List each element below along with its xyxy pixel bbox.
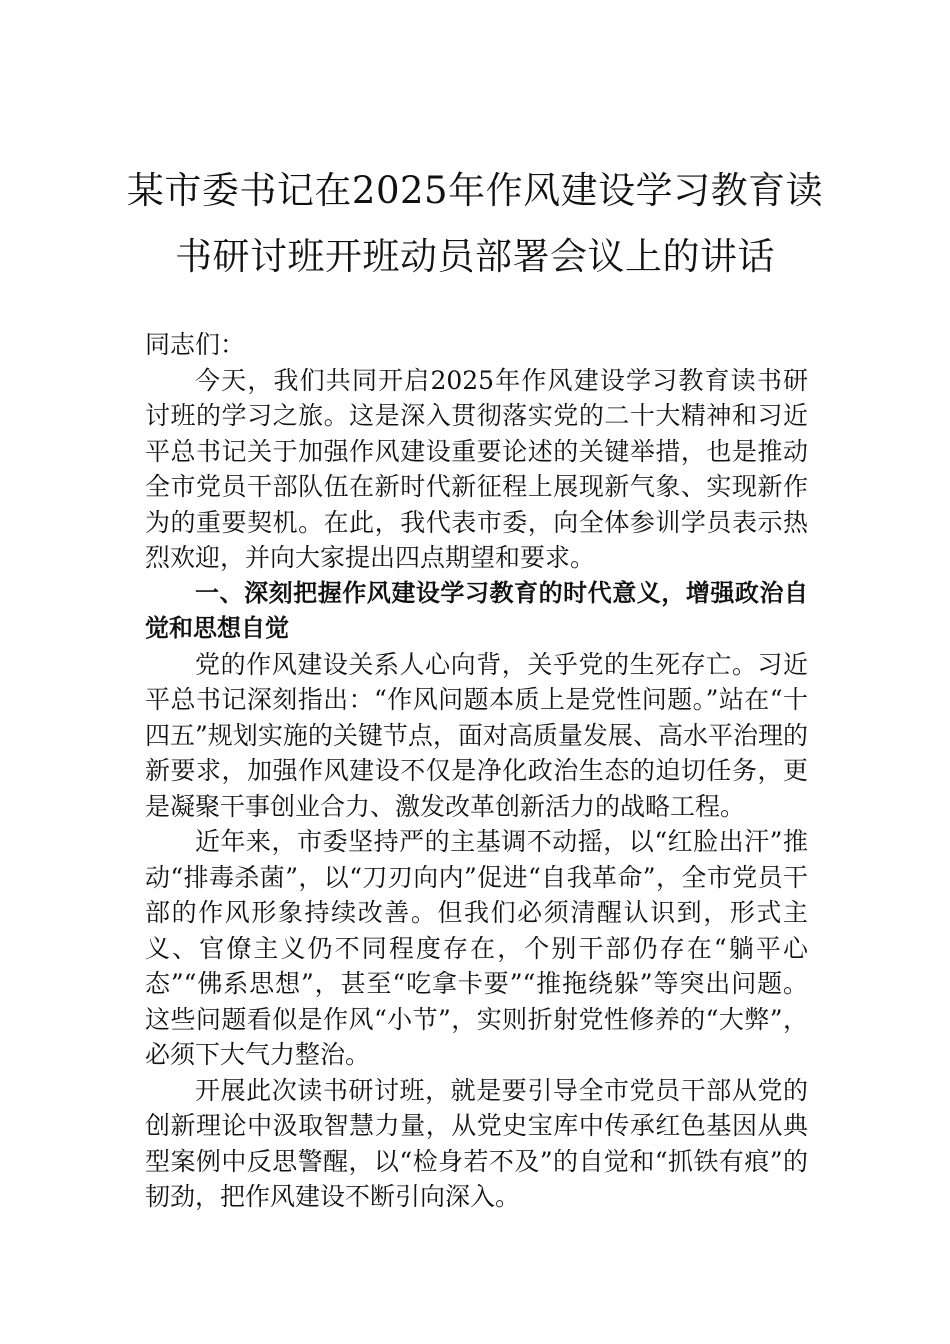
document-body bbox=[145, 327, 808, 1215]
title-line-2: 书研讨班开班动员部署会议上的讲话 bbox=[175, 235, 775, 278]
paragraph-intro: 今天，我们共同开启2025年作风建设学习教育读书研讨班的学习之旅。这是深入贯彻落实党的二十大精神和习近平总书记关于加强作风建设重要论述的关键举措，也是推动全市党员干部队伍在新时代新征程上展现新气象、实现新作为的重要契机。在此，我代表市委，向全体参训学员表示热烈欢迎，并向大家提出四点期望和要求。 bbox=[145, 365, 808, 572]
paragraph: 近年来，市委坚持严的主基调不动摇，以“红脸出汗”推动“排毒杀菌”，以“刀刃向内”促进“自我革命”，全市党员干部的作风形象持续改善。但我们必须清醒认识到，形式主义、官僚主义仍不同程度存在，个别干部仍存在“躺平心态”“佛系思想”，甚至“吃拿卡要”“推拖绕躲”等突出问题。这些问题看似是作风“小节”，实则折射党性修养的“大弊”，必须下大气力整治。 bbox=[145, 827, 808, 1069]
title-line-1: 某市委书记在2025年作风建设学习教育读 bbox=[126, 169, 824, 212]
document-title bbox=[120, 158, 830, 290]
paragraph: 党的作风建设关系人心向背，关乎党的生死存亡。习近平总书记深刻指出：“作风问题本质上是党性问题。”站在“十四五”规划实施的关键节点，面对高质量发展、高水平治理的新要求，加强作风建设不仅是净化政治生态的迫切任务，更是凝聚干事创业合力、激发改革创新活力的战略工程。 bbox=[145, 649, 808, 821]
paragraph: 开展此次读书研讨班，就是要引导全市党员干部从党的创新理论中汲取智慧力量，从党史宝库中传承红色基因从典型案例中反思警醒，以“检身若不及”的自觉和“抓铁有痕”的韧劲，把作风建设不断引向深入。 bbox=[145, 1075, 808, 1211]
section-heading-1: 一、深刻把握作风建设学习教育的时代意义，增强政治自觉和思想自觉 bbox=[145, 578, 808, 642]
salutation: 同志们： bbox=[145, 330, 246, 359]
